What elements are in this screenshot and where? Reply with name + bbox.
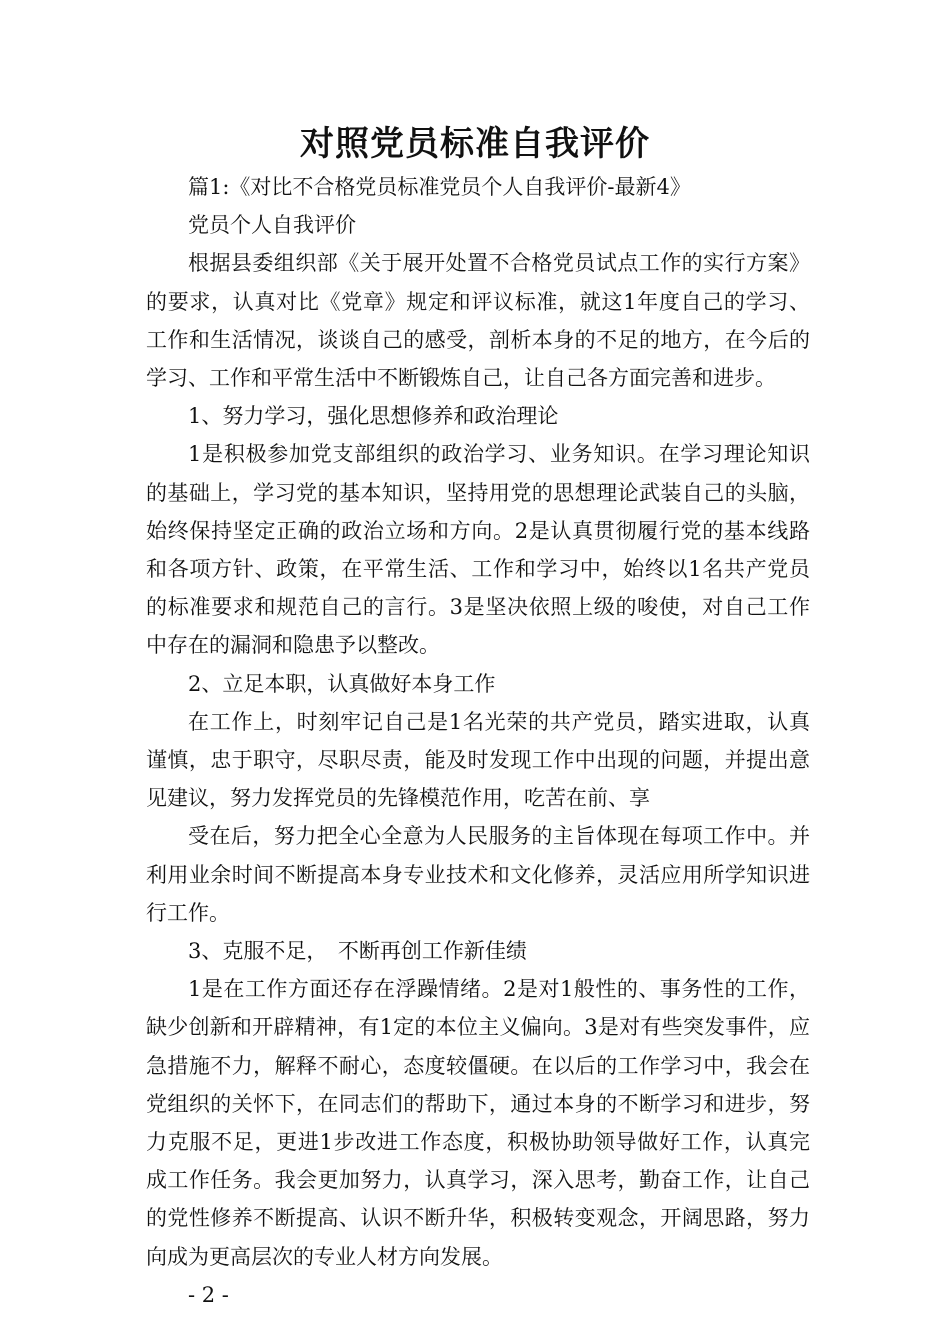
document-body xyxy=(146,168,810,1314)
page-number: - 2 - xyxy=(188,1282,229,1307)
intro-paragraph: 根据县委组织部《关于展开处置不合格党员试点工作的实行方案》的要求，认真对比《党章》规定和评议标准，就这1年度自己的学习、工作和生活情况，谈谈自己的感受，剖析本身的不足的地方，在今后的学习、工作和平常生活中不断锻炼自己，让自己各方面完善和进步。 xyxy=(146,251,810,391)
section-1-paragraph: 1是积极参加党支部组织的政治学习、业务知识。在学习理论知识的基础上，学习党的基本知识，坚持用党的思想理论武装自己的头脑，始终保持坚定正确的政治立场和方向。2是认真贯彻履行党的基本线路和各项方针、政策，在平常生活、工作和学习中，始终以1名共产党员的标准要求和规范自己的言行。3是坚决依照上级的唆使，对自己工作中存在的漏洞和隐患予以整改。 xyxy=(146,442,810,658)
section-heading-3: 3、克服不足， 不断再创工作新佳绩 xyxy=(188,939,527,964)
document-title: 对照党员标准自我评价 xyxy=(300,124,650,164)
section-2-paragraph-a: 在工作上，时刻牢记自己是1名光荣的共产党员，踏实进取，认真谨慎，忠于职守，尽职尽责，能及时发现工作中出现的问题，并提出意见建议，努力发挥党员的先锋模范作用，吃苦在前、享 xyxy=(146,709,810,811)
section-2-paragraph-b: 受在后，努力把全心全意为人民服务的主旨体现在每项工作中。并利用业余时间不断提高本身专业技术和文化修养，灵活应用所学知识进行工作。 xyxy=(146,824,810,925)
section-heading-1: 1、努力学习，强化思想修养和政治理论 xyxy=(188,404,559,429)
section-3-paragraph: 1是在工作方面还存在浮躁情绪。2是对1般性的、事务性的工作，缺少创新和开辟精神，有1定的本位主义偏向。3是对有些突发事件，应急措施不力，解释不耐心，态度较僵硬。在以后的工作学习中，我会在党组织的关怀下，在同志们的帮助下，通过本身的不断学习和进步，努力克服不足，更进1步改进工作态度，积极协助领导做好工作，认真完成工作任务。我会更加努力，认真学习，深入思考，勤奋工作，让自己的党性修养不断提高、认识不断升华，积极转变观念，开阔思路，努力向成为更高层次的专业人材方向发展。 xyxy=(146,977,810,1269)
article-heading: 篇1:《对比不合格党员标准党员个人自我评价-最新4》 xyxy=(188,175,691,199)
section-heading-2: 2、立足本职，认真做好本身工作 xyxy=(188,671,496,696)
section-subtitle: 党员个人自我评价 xyxy=(188,213,356,238)
